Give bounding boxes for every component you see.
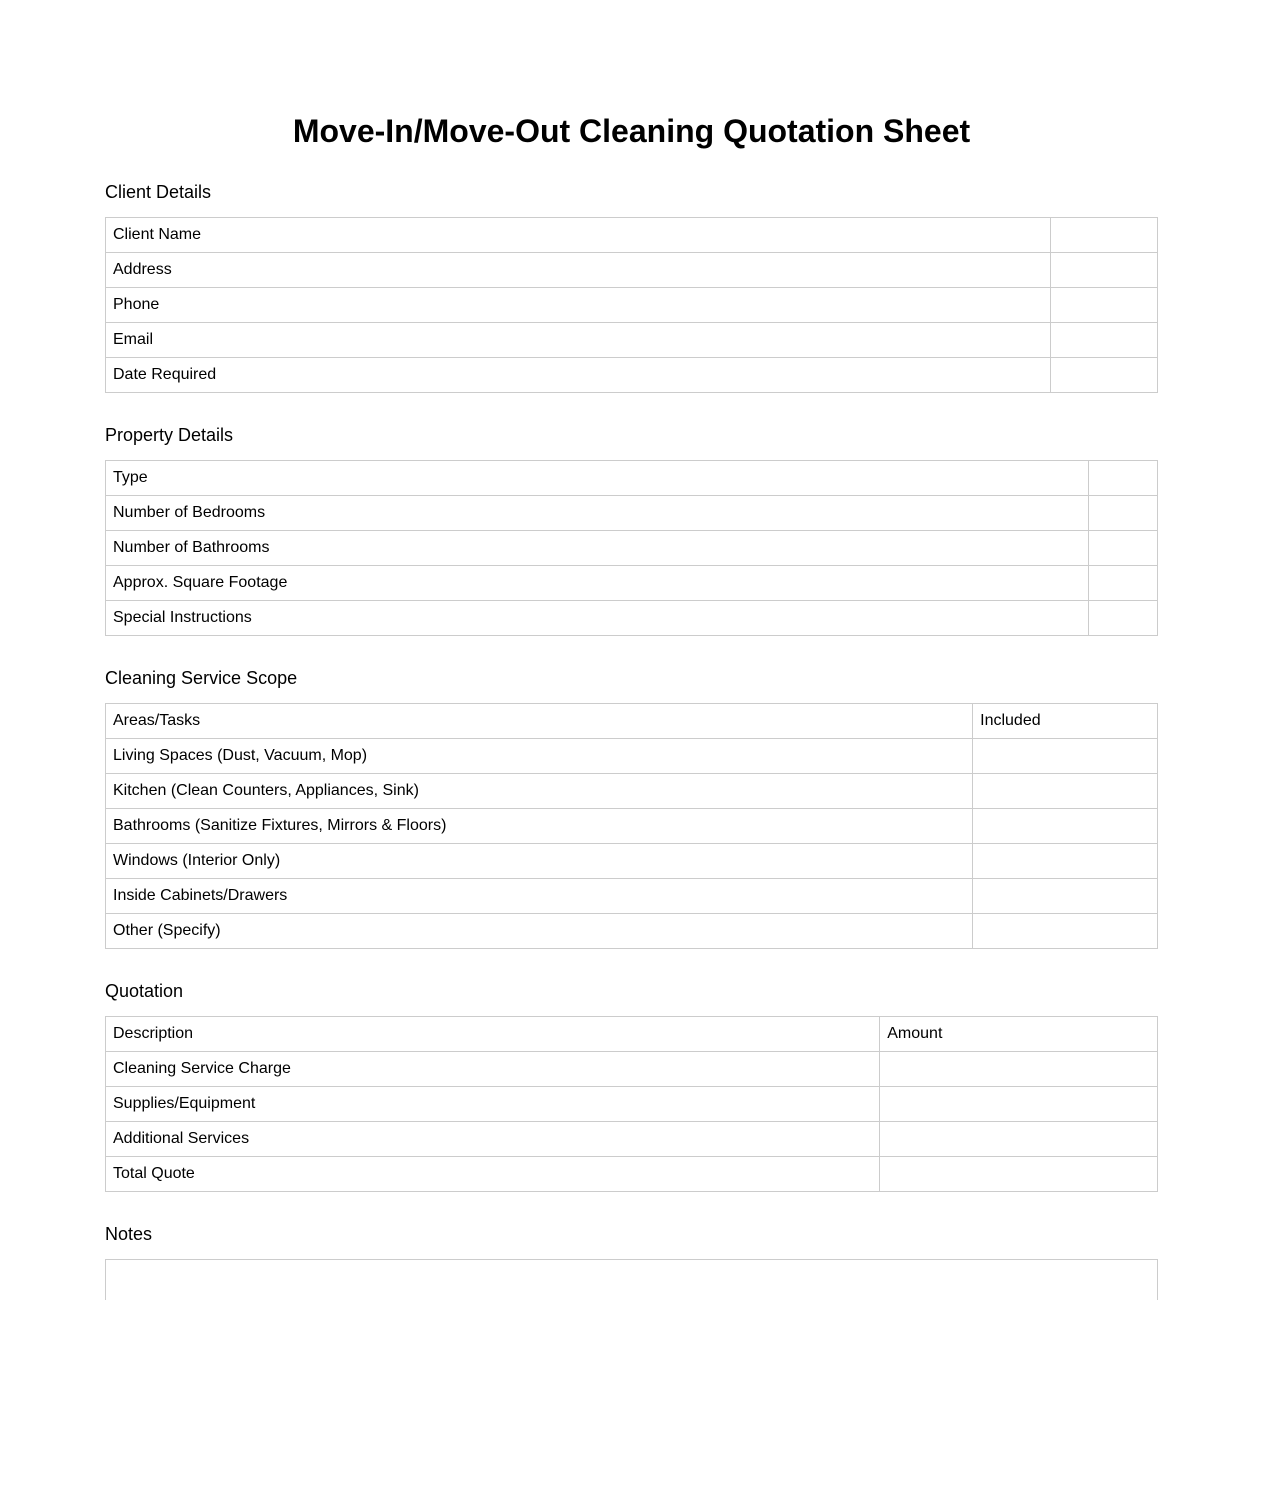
included-field[interactable]	[973, 879, 1158, 914]
special-instructions-field[interactable]	[1089, 601, 1158, 636]
bathrooms-label: Number of Bathrooms	[106, 531, 1089, 566]
column-header-tasks: Areas/Tasks	[106, 704, 973, 739]
table-row	[106, 739, 1158, 774]
table-row	[106, 496, 1158, 531]
bedrooms-label: Number of Bedrooms	[106, 496, 1089, 531]
included-field[interactable]	[973, 809, 1158, 844]
table-row	[106, 774, 1158, 809]
table-row	[106, 1122, 1158, 1157]
table-header-row	[106, 1017, 1158, 1052]
table-row	[106, 1087, 1158, 1122]
client-name-label: Client Name	[106, 218, 1051, 253]
client-name-field[interactable]	[1051, 218, 1158, 253]
client-details-heading: Client Details	[105, 182, 212, 202]
table-row	[106, 218, 1158, 253]
table-row	[106, 1157, 1158, 1192]
bathrooms-field[interactable]	[1089, 531, 1158, 566]
included-field[interactable]	[973, 739, 1158, 774]
address-field[interactable]	[1051, 253, 1158, 288]
table-row	[106, 809, 1158, 844]
description-label: Supplies/Equipment	[106, 1087, 880, 1122]
page-bottom-whitespace	[0, 1300, 1263, 1506]
email-field[interactable]	[1051, 323, 1158, 358]
table-row	[106, 601, 1158, 636]
included-field[interactable]	[973, 774, 1158, 809]
included-field[interactable]	[973, 844, 1158, 879]
date-required-field[interactable]	[1051, 358, 1158, 393]
phone-field[interactable]	[1051, 288, 1158, 323]
notes-heading: Notes	[105, 1224, 153, 1244]
email-label: Email	[106, 323, 1051, 358]
task-label: Living Spaces (Dust, Vacuum, Mop)	[106, 739, 973, 774]
table-row	[106, 879, 1158, 914]
amount-field[interactable]	[880, 1052, 1158, 1087]
service-scope-heading: Cleaning Service Scope	[105, 668, 298, 688]
column-header-amount: Amount	[880, 1017, 1158, 1052]
type-label: Type	[106, 461, 1089, 496]
included-field[interactable]	[973, 914, 1158, 949]
column-header-included: Included	[973, 704, 1158, 739]
task-label: Windows (Interior Only)	[106, 844, 973, 879]
task-label: Bathrooms (Sanitize Fixtures, Mirrors & Floors)	[106, 809, 973, 844]
table-header-row	[106, 704, 1158, 739]
table-row	[106, 1052, 1158, 1087]
quotation-table	[105, 1016, 1158, 1192]
table-row	[106, 461, 1158, 496]
type-field[interactable]	[1089, 461, 1158, 496]
special-instructions-label: Special Instructions	[106, 601, 1089, 636]
column-header-description: Description	[106, 1017, 880, 1052]
table-row	[106, 253, 1158, 288]
table-row	[106, 288, 1158, 323]
address-label: Address	[106, 253, 1051, 288]
client-details-table	[105, 217, 1158, 393]
amount-field[interactable]	[880, 1122, 1158, 1157]
table-row	[106, 323, 1158, 358]
total-quote-label: Total Quote	[106, 1157, 880, 1192]
table-row	[106, 566, 1158, 601]
property-details-table	[105, 460, 1158, 636]
table-row	[106, 844, 1158, 879]
phone-label: Phone	[106, 288, 1051, 323]
table-row	[106, 358, 1158, 393]
date-required-label: Date Required	[106, 358, 1051, 393]
bedrooms-field[interactable]	[1089, 496, 1158, 531]
square-footage-field[interactable]	[1089, 566, 1158, 601]
description-label: Additional Services	[106, 1122, 880, 1157]
property-details-heading: Property Details	[105, 425, 234, 445]
description-label: Cleaning Service Charge	[106, 1052, 880, 1087]
square-footage-label: Approx. Square Footage	[106, 566, 1089, 601]
task-label: Kitchen (Clean Counters, Appliances, Sink)	[106, 774, 973, 809]
service-scope-table	[105, 703, 1158, 949]
total-quote-field[interactable]	[880, 1157, 1158, 1192]
amount-field[interactable]	[880, 1087, 1158, 1122]
page-title: Move-In/Move-Out Cleaning Quotation Sheet	[292, 113, 971, 149]
table-row	[106, 531, 1158, 566]
table-row	[106, 914, 1158, 949]
quotation-heading: Quotation	[105, 981, 184, 1001]
task-label: Inside Cabinets/Drawers	[106, 879, 973, 914]
task-label: Other (Specify)	[106, 914, 973, 949]
